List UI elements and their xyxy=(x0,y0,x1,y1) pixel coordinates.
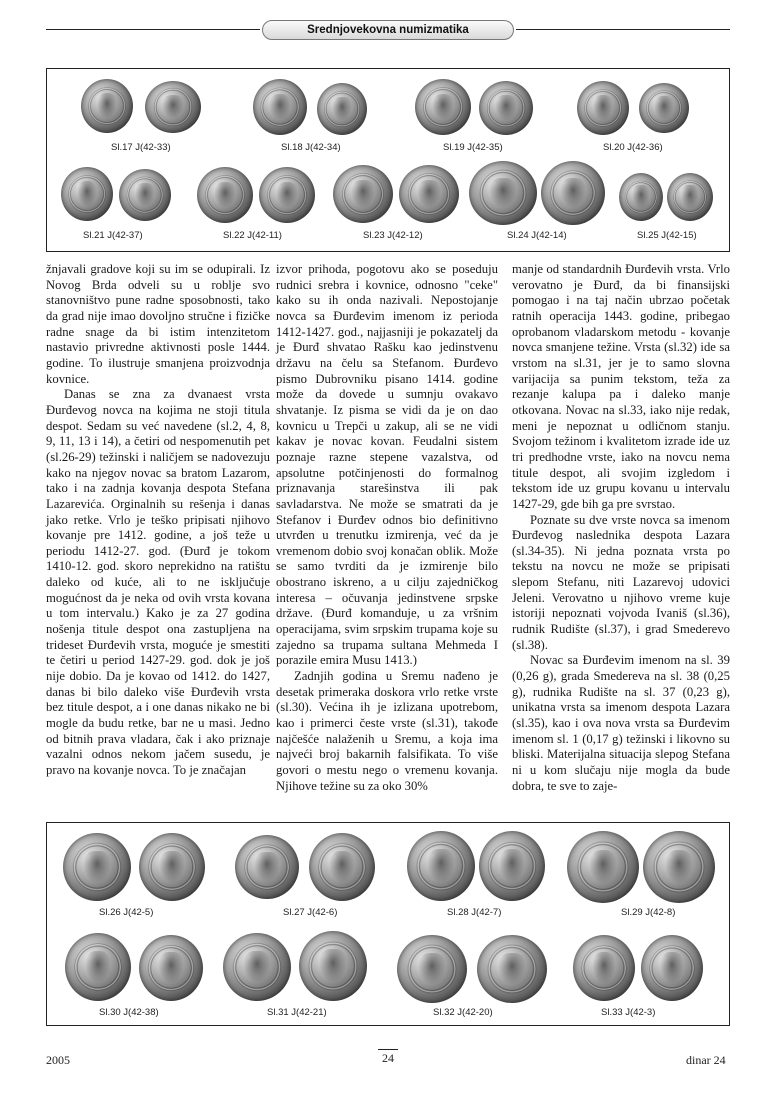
text-column-2 xyxy=(276,262,498,794)
coin-image xyxy=(145,81,201,133)
figure-caption: Sl.20 J(42-36) xyxy=(603,142,663,153)
figure-caption: Sl.19 J(42-35) xyxy=(443,142,503,153)
section-title: Srednjovekovna numizmatika xyxy=(262,20,514,40)
coin-image xyxy=(643,831,715,903)
figure-caption: Sl.30 J(42-38) xyxy=(99,1007,159,1018)
coin-image xyxy=(641,935,703,1001)
coin-image xyxy=(541,161,605,225)
paragraph: izvor prihoda, pogotovu ako se poseduju rudnici srebra i kovnice, odnosno "ceke" kako su ih onda nazivali. Nepostojanje novca sa Đurđevim imenom iz perioda 1412-1427. god., najjasniji je pokazatelj da je Đurđ shvatao Rašku kao jedinstvenu državu na čelu sa Stefanom. Đurđevo pismo Dubrovniku pisano 1414. godine može da dovede u sumnju ovakavo shvatanje. Iz pisma se vidi da je on dao kovnicu u Trepči u zakup, ali se ne vidi kakav je novac kovan. Feudalni sistem poznaje razne stepene vazalstva, od apsolutne potčinjenosti do formalnog priznavanja starešinstva ili pak savladarstva. Ne može se smatrati da je Stefanov i Đurđev odnos bio definitivno utvrđen u trenutku izmirenja, već da je vremenom dobio svoj konačan oblik. Može se samo tvrditi da je izmirenje bilo obostrano iskreno, a u cilju zajedničkog interesa – očuvanja jedinstvene srpske države. (Đurđ komanduje, u za vršnim operacijama, svim srpskim trupama koje su zajedno sa trupama sultana Mehmeda I porazile emira Musu 1413.) xyxy=(276,262,498,668)
figure-caption: Sl.24 J(42-14) xyxy=(507,230,567,241)
paragraph: manje od standardnih Đurđevih vrsta. Vrlo verovatno je Đurđ, da bi finansijski pomogao i na taj način ubrzao početak ratnih operacija 1443. godine, pribegao oprobanom vladarskom metodu - kovanje novca smanjene težine. Vrsta (sl.32) ide sa vrstom na sl.31, jer je to samo slovna varijacija sa punim tekstom, teža za rezanje kalupa pa i daleko manje otkovana. Novac na sl.33, iako nije redak, meni je nepoznat u odličnom stanju. Svojom težinom i kvalitetom izrade ide uz tri predhodne vrste, iako na novcu nema titule despot, ali svojim izgledom i tekstom ide uz grupu kovanu u intervalu 1427-29, gde bih ga pre svrstao. xyxy=(512,262,730,511)
paragraph: Danas se zna za dvanaest vrsta Đurđevog novca na kojima ne stoji titula despot. Sedam su već navedene (sl.2, 4, 8, 9, 11, 13 i 14), a četiri od nespomenutih pet (sl.26-29) težinski i naličjem se nadovezuju kako na njegov novac sa bratom Lazarom, tako i na zadnja kovanja despota Stefana Lazarevića. Orginalnih su rešenja i danas jako retke. Vrlo je teško pripisati njihovo kovanje pre 1412. godine, a još teže u periodu 1412-27. god. (Đurđ je tokom 1410-12. god. skoro neprekidno na ratištu daleko od kuće, ali to ne isključuje mogućnost da je neka od ovih vrsta kovana u tom intervalu.) Kako je za 27 godina nošenja titule despot ona zastupljena na trideset Đurđevih vrsta, moguće je smestiti te četiri u period 1427-29. god. dok je još nije dobio. Da je kovao od 1412. do 1427, danas bi bilo daleko više Đurđevih vrsta bez titule despot, a i one danas nikako ne bi mogle da budu retke, bar ne u masi. Jedno od bitnih prava vladara, čak i ako priznaje vazalni odnos nekom jačem susedu, je pravo na kovanje novca. To je značajan xyxy=(46,387,270,777)
coin-image xyxy=(139,935,203,1001)
text-column-3 xyxy=(512,262,730,794)
coin-image xyxy=(567,831,639,903)
paragraph: Novac sa Đurđevim imenom na sl. 39 (0,26 g), grada Smedereva na sl. 38 (0,25 g), rudnika Rudište na sl. 37 (0,23 g), unikatna vrsta sa imenom despota Lazara (sl.35), kao i ova nova vrsta sa Đurđevim imenom sl. 1 (0,17 g) težinski i likovno su bliski. Materijalna situacija slepog Stefana ni u kom slučaju nije mogla da bude dobra, te sve to zaje- xyxy=(512,653,730,793)
figure-caption: Sl.33 J(42-3) xyxy=(601,1007,656,1018)
coin-image xyxy=(399,165,459,223)
coin-image xyxy=(573,935,635,1001)
coin-image xyxy=(61,167,113,221)
coin-image xyxy=(333,165,393,223)
coin-image xyxy=(639,83,689,133)
paragraph: Zadnjih godina u Sremu nađeno je desetak primeraka doskora vrlo retke vrste (sl.30). Većina ih je izlizana upotrebom, kao i primerci česte vrste (sl.31), takođe najčešće nalaženih u Sremu, a koja ima najveći broj bakarnih falsifikata. To više govori o mestu nego o vremenu kovanja. Njihove težine su za oko 30% xyxy=(276,669,498,793)
figure-caption: Sl.17 J(42-33) xyxy=(111,142,171,153)
figure-caption: Sl.22 J(42-11) xyxy=(223,230,282,241)
coin-image xyxy=(253,79,307,135)
coin-image xyxy=(259,167,315,223)
figure-caption: Sl.26 J(42-5) xyxy=(99,907,154,918)
coin-image xyxy=(667,173,713,221)
coin-image xyxy=(317,83,367,135)
coin-image xyxy=(469,161,537,225)
figure-caption: Sl.23 J(42-12) xyxy=(363,230,423,241)
footer-journal: dinar 24 xyxy=(686,1053,726,1067)
header-rule-left xyxy=(46,29,260,30)
coin-image xyxy=(119,169,171,221)
coin-image xyxy=(479,81,533,135)
coin-image xyxy=(477,935,547,1003)
figure-caption: Sl.29 J(42-8) xyxy=(621,907,676,918)
coin-image xyxy=(397,935,467,1003)
coin-image xyxy=(235,835,299,899)
figure-caption: Sl.25 J(42-15) xyxy=(637,230,697,241)
paragraph: žnjavali gradove koji su im se odupirali. Iz Novog Brda odveli su u roblje svo stanovništvo pune radne sposobnosti, tako da grad nije imao dovoljno stručne i fizičke radne snage da bi istim intenzitetom nastavio privredne aktivnosti posle 1444. godine. To ilustruje smanjena proizvodnja kovnice. xyxy=(46,262,270,386)
figure-caption: Sl.31 J(42-21) xyxy=(267,1007,327,1018)
figure-caption: Sl.18 J(42-34) xyxy=(281,142,341,153)
coin-image xyxy=(619,173,663,221)
coin-image xyxy=(309,833,375,901)
coin-image xyxy=(415,79,471,135)
coin-figure-panel-bottom xyxy=(46,822,730,1026)
footer-year: 2005 xyxy=(46,1053,70,1067)
coin-image xyxy=(63,833,131,901)
coin-image xyxy=(479,831,545,901)
coin-figure-panel-top xyxy=(46,68,730,252)
header-rule-right xyxy=(516,29,730,30)
text-column-1 xyxy=(46,262,270,779)
coin-image xyxy=(407,831,475,901)
coin-image xyxy=(577,81,629,135)
figure-caption: Sl.28 J(42-7) xyxy=(447,907,502,918)
coin-image xyxy=(65,933,131,1001)
figure-caption: Sl.21 J(42-37) xyxy=(83,230,143,241)
coin-image xyxy=(139,833,205,901)
coin-image xyxy=(197,167,253,223)
page-number: 24 xyxy=(378,1049,398,1066)
figure-caption: Sl.27 J(42-6) xyxy=(283,907,338,918)
paragraph: Poznate su dve vrste novca sa imenom Đurđevog naslednika despota Lazara (sl.34-35). Ni jedna poznata vrsta po tekstu na novcu ne može se pripisati slepom Stefanu, niti Lazarevoj udovici Jeleni. Verovatno u njihovo vreme kuje istoriji nepoznati vojvoda Ivaniš (sl.36), rudnik Rudište (sl.37), i grad Smederevo (sl.38). xyxy=(512,512,730,652)
coin-image xyxy=(299,931,367,1001)
figure-caption: Sl.32 J(42-20) xyxy=(433,1007,493,1018)
coin-image xyxy=(81,79,133,133)
coin-image xyxy=(223,933,291,1001)
